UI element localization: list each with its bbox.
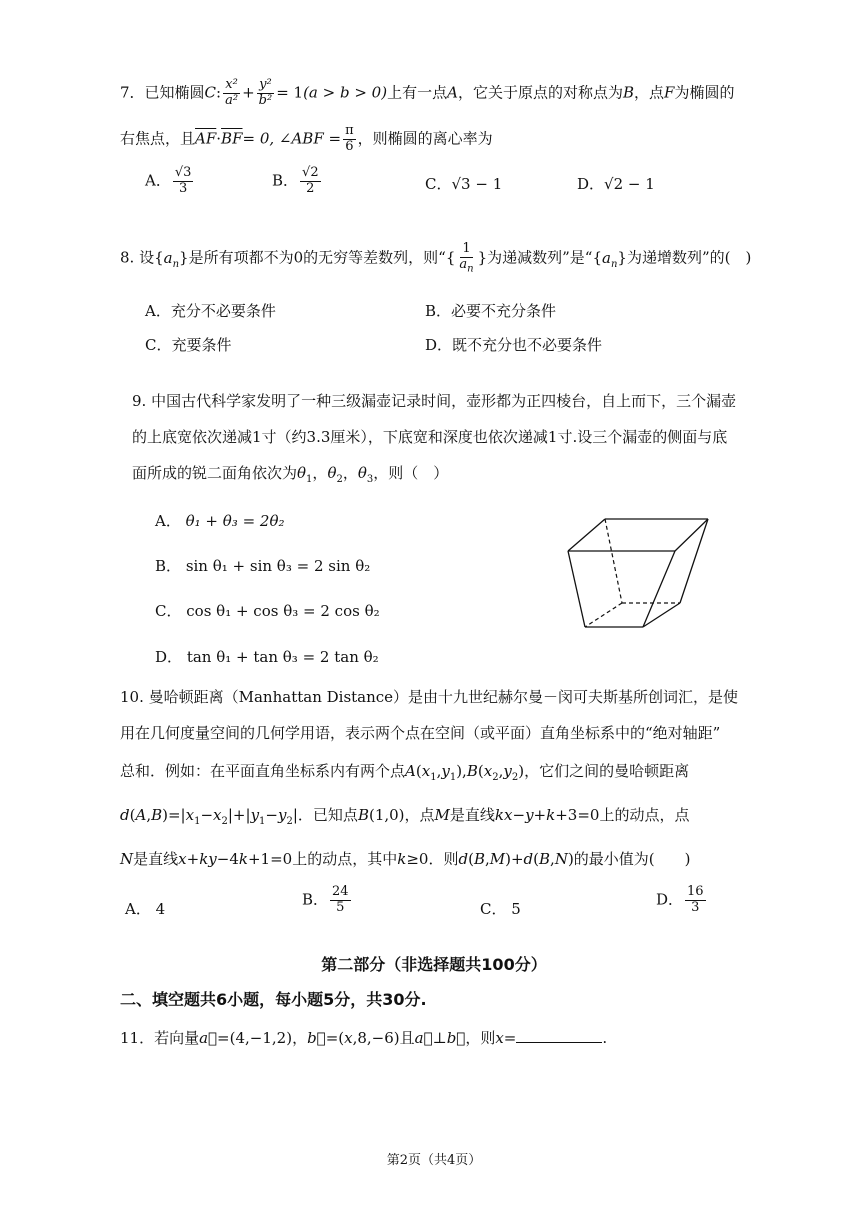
q11-stem: 11．若向量a⃗=(4,−1,2)，b⃗=(x,8,−6)且a⃗⊥b⃗，则x= .	[120, 1029, 608, 1047]
q10-option-b: B． $\frac{24}{5}$	[302, 884, 349, 915]
q8-stem: 8. 设$\{a_n\}$是所有项都不为0的无穷等差数列，则“{ $\frac{1}{a_n}$ }为递减数列”是“$\{a_n\}$为递增数列”的( )	[120, 241, 752, 275]
section-heading: 二、填空题共6小题，每小题5分，共30分.	[120, 990, 427, 1009]
q7-option-c: C．√3 − 1	[425, 175, 503, 193]
q10-line2: 用在几何度量空间的几何学用语，表示两个点在空间（或平面）直角坐标系中的“绝对轴距”	[120, 724, 721, 742]
q8-option-a: A．充分不必要条件	[145, 302, 276, 320]
q10-option-a: A． 4	[125, 900, 166, 918]
answer-blank	[516, 1028, 602, 1043]
q10-line5: N是直线x+ky−4k+1=0上的动点，其中k≥0．则d(B,M)+d(B,N)的最小值为( )	[120, 850, 691, 868]
q7-line1: 7．已知椭圆C: $\frac{\text{x²}}{\text{a²}}$ + $\frac{\text{y²}}{\text{b²}}$ = 1(a > b > 0)上有一点A，它关于原点的对称点为B，点F为椭圆的	[120, 77, 735, 108]
q9-option-a: A． θ₁ + θ₃ = 2θ₂	[155, 512, 285, 530]
q8-option-d: D．既不充分也不必要条件	[425, 336, 603, 354]
q10-line1: 10. 曼哈顿距离（Manhattan Distance）是由十九世纪赫尔曼－闵可夫斯基所创词汇，是使	[120, 688, 739, 706]
q7-option-b: B． $\frac{√2}{2}$	[272, 165, 319, 196]
q9-line2: 的上底宽依次递减1寸（约3.3厘米），下底宽和深度也依次递减1寸.设三个漏壶的侧面与底	[132, 428, 728, 446]
q9-option-d: D． tan θ₁ + tan θ₃ = 2 tan θ₂	[155, 648, 379, 666]
q7-line2: 右焦点，且$\overline{AF}\cdot\overline{BF}= 0$, ∠ABF = $\frac{\pi}{6}$ ，则椭圆的离心率为	[120, 123, 493, 154]
q8-option-c: C．充要条件	[145, 336, 232, 354]
q9-option-b: B． sin θ₁ + sin θ₃ = 2 sin θ₂	[155, 557, 371, 575]
page-footer: 第2页（共4页）	[386, 1153, 482, 1168]
part2-title: 第二部分（非选择题共100分）	[321, 955, 547, 974]
q7-option-d: D．√2 − 1	[577, 175, 655, 193]
q10-line4: $d(A,B)=|x_1-x_2|+|y_1-y_2|$．已知点B(1,0)，点M是直线kx−y+k+3=0上的动点，点	[120, 806, 690, 827]
q8-option-b: B．必要不充分条件	[425, 302, 557, 320]
frustum-figure	[560, 515, 720, 635]
q9-line1: 9. 中国古代科学家发明了一种三级漏壶记录时间，壶形都为正四棱台，自上而下，三个漏壶	[132, 392, 737, 410]
q10-option-c: C． 5	[480, 900, 521, 918]
q7-option-a: A． $\frac{√3}{3}$	[145, 165, 192, 196]
q10-option-d: D． $\frac{16}{3}$	[656, 884, 704, 915]
q9-line3: 面所成的锐二面角依次为$\theta_1$，$\theta_2$，$\theta_3$，则（ ）	[132, 464, 449, 485]
q10-line3: 总和．例如：在平面直角坐标系内有两个点$A(x_1,y_1),B(x_2,y_2)$，它们之间的曼哈顿距离	[120, 762, 690, 783]
q9-option-c: C． cos θ₁ + cos θ₃ = 2 cos θ₂	[155, 602, 380, 620]
